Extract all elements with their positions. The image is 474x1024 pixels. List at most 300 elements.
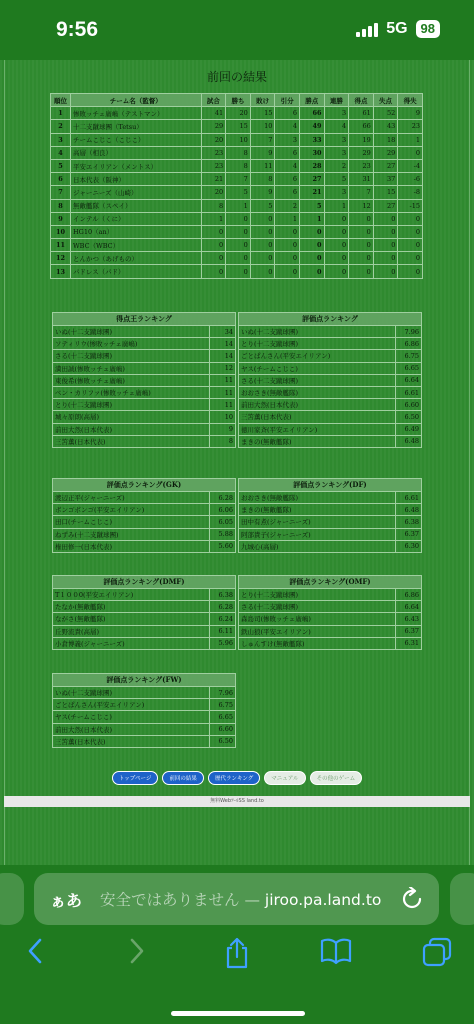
results-cell: 7 (51, 186, 71, 199)
ranking-title: 評価点ランキング(DMF) (53, 576, 236, 589)
ranking-player: 前田大然(日本代表) (53, 723, 210, 735)
ranking-value: 34 (210, 326, 236, 338)
results-cell: 0 (299, 239, 324, 252)
results-header-cell: 勝ち (226, 94, 251, 107)
ranking-value: 9 (210, 423, 236, 435)
ranking-row (239, 516, 422, 528)
ranking-title: 評価点ランキング (239, 313, 422, 326)
results-row (51, 252, 423, 265)
results-row (51, 120, 423, 133)
results-cell: -15 (398, 199, 423, 212)
results-cell: 0 (226, 252, 251, 265)
ranking-value: 6.60 (396, 399, 422, 411)
results-cell: 0 (275, 239, 300, 252)
results-cell: 0 (250, 239, 275, 252)
results-cell: 6 (51, 173, 71, 186)
ranking-value: 6.49 (396, 423, 422, 435)
results-cell: 高層（相良） (71, 146, 202, 159)
results-cell: 3 (275, 133, 300, 146)
share-icon[interactable] (224, 937, 250, 969)
ranking-player: とり(十二支蹴球團) (239, 589, 396, 601)
address-bar[interactable] (34, 873, 439, 925)
results-cell: 27 (373, 199, 398, 212)
results-cell: 31 (349, 173, 374, 186)
results-cell: 0 (373, 265, 398, 278)
ranking-value: 14 (210, 350, 236, 362)
results-cell: 4 (324, 120, 349, 133)
results-cell: 0 (324, 265, 349, 278)
ranking-player: 権田修一(日本代表) (53, 540, 210, 552)
ranking-value: 7.96 (210, 687, 236, 699)
next-tab-preview[interactable] (450, 873, 474, 925)
results-cell: パドレス（パド） (71, 265, 202, 278)
results-cell: 0 (349, 239, 374, 252)
results-header-cell: 得点 (349, 94, 374, 107)
results-cell: 3 (324, 133, 349, 146)
ranking-value: 6.61 (396, 492, 422, 504)
ranking-value: 6.06 (210, 504, 236, 516)
results-header-row (51, 94, 423, 107)
results-cell: 0 (201, 225, 226, 238)
results-cell: 8 (201, 199, 226, 212)
results-cell: 11 (250, 159, 275, 172)
tabs-icon[interactable] (422, 937, 452, 967)
ranking-value: 6.11 (210, 625, 236, 637)
results-cell: 0 (250, 252, 275, 265)
prev-tab-preview[interactable] (0, 873, 24, 925)
results-cell: 15 (226, 120, 251, 133)
results-cell: 9 (250, 186, 275, 199)
ranking-player: 小倉博義(ジャーニーズ) (53, 637, 210, 649)
results-cell: 5 (324, 173, 349, 186)
results-header-cell: 得失 (398, 94, 423, 107)
network-label: 5G (386, 20, 408, 37)
ranking-row (239, 601, 422, 613)
results-cell: 無敵艦隊（スペイ） (71, 199, 202, 212)
ranking-row (239, 540, 422, 552)
ranking-player: 阿部貴子(ジャーニーズ) (239, 528, 396, 540)
results-cell: 0 (299, 252, 324, 265)
results-cell: 0 (373, 252, 398, 265)
results-row (51, 186, 423, 199)
results-cell: 20 (201, 133, 226, 146)
ranking-player: 森島司(惨敗ッチェ廣嶋) (239, 613, 396, 625)
results-cell: 1 (51, 107, 71, 120)
results-row (51, 265, 423, 278)
results-cell: 15 (250, 107, 275, 120)
results-cell: WBC（WBC） (71, 239, 202, 252)
rating-gk-table (52, 478, 236, 553)
ranking-player: 徳川家斉(平安エイリアン) (239, 423, 396, 435)
results-cell: 5 (226, 186, 251, 199)
results-header-cell: 連勝 (324, 94, 349, 107)
ranking-value: 6.24 (210, 613, 236, 625)
status-indicators (356, 20, 440, 38)
results-cell: 0 (349, 212, 374, 225)
results-cell: 0 (373, 212, 398, 225)
results-cell: 11 (51, 239, 71, 252)
results-cell: 29 (349, 146, 374, 159)
ranking-value: 8 (210, 435, 236, 447)
results-cell: 5 (299, 199, 324, 212)
results-cell: 37 (373, 173, 398, 186)
ranking-value: 6.38 (210, 589, 236, 601)
ranking-row (239, 386, 422, 398)
insecure-label: 安全ではありません — (100, 891, 260, 909)
ranking-value: 6.75 (396, 350, 422, 362)
results-cell: 1 (324, 199, 349, 212)
results-header-cell: 敗け (250, 94, 275, 107)
ranking-player: 前田大然(日本代表) (239, 399, 396, 411)
results-cell: 0 (226, 212, 251, 225)
ranking-value: 6.05 (210, 516, 236, 528)
ranking-title: 評価点ランキング(GK) (53, 479, 236, 492)
ranking-row (239, 435, 422, 447)
ranking-player: いぬ(十二支蹴球團) (53, 687, 210, 699)
results-cell: 0 (250, 225, 275, 238)
results-cell: 8 (250, 173, 275, 186)
status-bar (0, 0, 474, 60)
ranking-row (53, 528, 236, 540)
ranking-row (53, 504, 236, 516)
status-time: 9:56 (56, 18, 99, 41)
ranking-value: 6.31 (396, 637, 422, 649)
results-cell: 0 (250, 212, 275, 225)
results-cell: 0 (201, 239, 226, 252)
results-cell: 平安エイリアン（メントス） (71, 159, 202, 172)
results-row (51, 159, 423, 172)
results-cell: 23 (201, 146, 226, 159)
ranking-row (53, 601, 236, 613)
results-row (51, 173, 423, 186)
results-cell: 28 (299, 159, 324, 172)
ranking-row (239, 411, 422, 423)
ranking-row (53, 589, 236, 601)
results-cell: 20 (201, 186, 226, 199)
results-cell: 0 (201, 265, 226, 278)
results-cell: 7 (349, 186, 374, 199)
ranking-row (53, 613, 236, 625)
ranking-value: 5.96 (210, 637, 236, 649)
results-cell: 41 (201, 107, 226, 120)
results-cell: 0 (201, 252, 226, 265)
results-cell: 0 (324, 239, 349, 252)
ranking-player: 九城心(高層) (239, 540, 396, 552)
rating-df-table (238, 478, 422, 553)
results-cell: 0 (349, 265, 374, 278)
ranking-row (239, 528, 422, 540)
results-cell: 49 (299, 120, 324, 133)
ranking-row (53, 399, 236, 411)
results-cell: 7 (226, 173, 251, 186)
results-cell: 6 (275, 107, 300, 120)
results-cell: 6 (275, 186, 300, 199)
ranking-row (239, 350, 422, 362)
browser-chrome (0, 865, 474, 1024)
ranking-player: ごとぱんさん(平安エイリアン) (239, 350, 396, 362)
results-cell: 12 (51, 252, 71, 265)
results-cell: -8 (398, 186, 423, 199)
results-cell: 3 (324, 186, 349, 199)
results-cell: 66 (349, 120, 374, 133)
results-cell: 30 (299, 146, 324, 159)
ranking-value: 6.86 (396, 338, 422, 350)
results-cell: 0 (324, 252, 349, 265)
ranking-value: 6.43 (396, 613, 422, 625)
ranking-value: 6.37 (396, 625, 422, 637)
ranking-title: 評価点ランキング(OMF) (239, 576, 422, 589)
results-cell: 0 (398, 212, 423, 225)
results-cell: 29 (201, 120, 226, 133)
ranking-player: いぬ(十二支蹴球團) (53, 326, 210, 338)
ranking-player: 城々原朗(高層) (53, 411, 210, 423)
ranking-row (53, 492, 236, 504)
nav-buttons (0, 771, 474, 785)
ranking-row (239, 613, 422, 625)
results-cell: 8 (226, 146, 251, 159)
ranking-row (239, 492, 422, 504)
ranking-value: 6.38 (396, 516, 422, 528)
ranking-player: ボンゴボンゴ(平安エイリアン) (53, 504, 210, 516)
results-cell: 1 (201, 212, 226, 225)
page-title: 前回の結果 (206, 70, 267, 84)
ranking-row (53, 540, 236, 552)
results-cell: 9 (250, 146, 275, 159)
ranking-row (239, 326, 422, 338)
results-cell: 1 (226, 199, 251, 212)
results-cell: 0 (226, 265, 251, 278)
ranking-row (53, 423, 236, 435)
ranking-title: 得点王ランキング (53, 313, 236, 326)
results-cell: 3 (324, 107, 349, 120)
results-cell: とんかつ（あげもの） (71, 252, 202, 265)
results-cell: 8 (226, 159, 251, 172)
ranking-player: とり(十二支蹴球團) (53, 399, 210, 411)
rating-ranking-table (238, 312, 422, 448)
ranking-value: 11 (210, 399, 236, 411)
results-header-cell: 順位 (51, 94, 71, 107)
results-cell: 0 (373, 239, 398, 252)
nav-history-ranking-button[interactable]: 歴代ランキング (208, 771, 260, 785)
ranking-player: さる(十二支蹴球團) (239, 601, 396, 613)
results-cell: 4 (275, 159, 300, 172)
ranking-value: 6.65 (396, 362, 422, 374)
ranking-player: 三笘薫(日本代表) (53, 435, 210, 447)
results-cell: 23 (349, 159, 374, 172)
ranking-row (53, 350, 236, 362)
ranking-value: 11 (210, 374, 236, 386)
results-cell: 21 (201, 173, 226, 186)
results-cell: 0 (275, 265, 300, 278)
ranking-player: まきの(無敵艦隊) (239, 504, 396, 516)
ranking-row (239, 637, 422, 649)
results-cell: 29 (373, 146, 398, 159)
web-page (0, 60, 474, 865)
rating-fw-table (52, 673, 236, 748)
results-row (51, 133, 423, 146)
results-cell: 0 (275, 225, 300, 238)
ranking-player: まきの(無敵艦隊) (239, 435, 396, 447)
results-row (51, 199, 423, 212)
ranking-value: 7.96 (396, 326, 422, 338)
ranking-player: ごとぱんさん(平安エイリアン) (53, 699, 210, 711)
results-cell: 0 (398, 252, 423, 265)
ranking-row (53, 326, 236, 338)
ranking-player: とり(十二支蹴球團) (239, 338, 396, 350)
ranking-value: 5.60 (210, 540, 236, 552)
ranking-row (239, 423, 422, 435)
results-cell: 0 (349, 252, 374, 265)
ranking-value: 14 (210, 338, 236, 350)
ranking-row (53, 411, 236, 423)
ranking-player: 前田大然(日本代表) (53, 423, 210, 435)
results-cell: 惨敗ッチェ廣嶋（テストマン） (71, 107, 202, 120)
results-cell: 13 (51, 265, 71, 278)
nav-prev-results-button[interactable]: 前回の結果 (162, 771, 204, 785)
results-cell: 27 (373, 159, 398, 172)
results-cell: 0 (250, 265, 275, 278)
results-cell: 0 (398, 239, 423, 252)
results-row (51, 225, 423, 238)
results-cell: 0 (324, 225, 349, 238)
results-cell: 2 (275, 199, 300, 212)
forward-icon[interactable] (128, 937, 146, 965)
results-body (51, 107, 423, 278)
ranking-row (53, 338, 236, 350)
results-cell: 0 (398, 225, 423, 238)
ranking-value: 6.86 (396, 589, 422, 601)
ranking-value: 6.30 (396, 540, 422, 552)
ranking-player: ヤス(チームこじこ) (53, 711, 210, 723)
ranking-row (239, 625, 422, 637)
results-cell: 6 (275, 146, 300, 159)
nav-top-button[interactable]: トップページ (112, 771, 159, 785)
results-cell: 0 (398, 146, 423, 159)
results-cell: 4 (51, 146, 71, 159)
results-cell: 18 (373, 133, 398, 146)
battery-icon: 98 (416, 20, 440, 38)
results-cell: 10 (250, 120, 275, 133)
ranking-player: 鉄山狼(平安エイリアン) (239, 625, 396, 637)
ranking-row (239, 399, 422, 411)
ranking-player: 三笘薫(日本代表) (239, 411, 396, 423)
url-text[interactable] (100, 888, 381, 910)
ranking-row (239, 589, 422, 601)
ranking-row (53, 374, 236, 386)
ranking-player: ベン・カリファ(惨敗ッチェ廣嶋) (53, 386, 210, 398)
results-cell: チームこじこ（こじこ） (71, 133, 202, 146)
ranking-value: 6.61 (396, 386, 422, 398)
results-cell: 23 (201, 159, 226, 172)
ranking-row (53, 723, 236, 735)
results-cell: 0 (324, 212, 349, 225)
results-cell: 3 (324, 146, 349, 159)
back-icon[interactable] (26, 937, 44, 965)
ranking-row (53, 735, 236, 747)
ranking-row (239, 362, 422, 374)
results-cell: 6 (275, 173, 300, 186)
results-cell: 33 (299, 133, 324, 146)
results-cell: 8 (51, 199, 71, 212)
ranking-player: 東俊希(惨敗ッチェ廣嶋) (53, 374, 210, 386)
results-cell: 66 (299, 107, 324, 120)
ranking-player: 満田誠(惨敗ッチェ廣嶋) (53, 362, 210, 374)
nav-other-games-button[interactable]: その他のゲーム (310, 771, 363, 785)
ranking-value: 6.48 (396, 435, 422, 447)
results-cell: 0 (226, 225, 251, 238)
results-cell: 5 (51, 159, 71, 172)
results-header-cell: 勝点 (299, 94, 324, 107)
ranking-player: いぬ(十二支蹴球團) (239, 326, 396, 338)
results-table (50, 93, 423, 279)
ranking-value: 6.37 (396, 528, 422, 540)
ranking-player: おおさき(無敵艦隊) (239, 492, 396, 504)
results-header-cell: 失点 (373, 94, 398, 107)
ranking-value: 6.28 (210, 601, 236, 613)
results-cell: ジャーニーズ（山崎） (71, 186, 202, 199)
ranking-value: 6.60 (210, 723, 236, 735)
signal-icon (356, 21, 378, 37)
results-cell: 1 (398, 133, 423, 146)
bookmarks-icon[interactable] (320, 937, 352, 965)
nav-manual-button[interactable]: マニュアル (264, 771, 305, 785)
results-cell: 21 (299, 186, 324, 199)
results-cell: 5 (250, 199, 275, 212)
results-row (51, 146, 423, 159)
ranking-player: ねずみ(十二支蹴球團) (53, 528, 210, 540)
browser-toolbar (0, 937, 474, 977)
ranking-value: 6.65 (210, 711, 236, 723)
results-cell: 0 (373, 225, 398, 238)
results-cell: 12 (349, 199, 374, 212)
results-cell: 0 (398, 265, 423, 278)
ranking-player: ヤス(チームこじこ) (239, 362, 396, 374)
ranking-player: おおさき(無敵艦隊) (239, 386, 396, 398)
results-cell: HG10（an） (71, 225, 202, 238)
results-row (51, 212, 423, 225)
results-cell: 23 (398, 120, 423, 133)
results-cell: 2 (51, 120, 71, 133)
reload-icon[interactable] (401, 887, 423, 911)
results-cell: 7 (250, 133, 275, 146)
results-row (51, 239, 423, 252)
ranking-value: 11 (210, 386, 236, 398)
ranking-row (53, 625, 236, 637)
home-indicator[interactable] (171, 1011, 305, 1016)
ranking-value: 6.75 (210, 699, 236, 711)
ranking-title: 評価点ランキング(DF) (239, 479, 422, 492)
ranking-player: さる(十二支蹴球團) (53, 350, 210, 362)
results-cell: 52 (373, 107, 398, 120)
results-cell: 15 (373, 186, 398, 199)
results-cell: 19 (349, 133, 374, 146)
ranking-value: 5.88 (210, 528, 236, 540)
ranking-player: 丘野流貴(高層) (53, 625, 210, 637)
results-cell: 0 (299, 225, 324, 238)
results-cell: -6 (398, 173, 423, 186)
results-cell: 10 (226, 133, 251, 146)
ranking-player: ながさ(無敵艦隊) (53, 613, 210, 625)
page-settings-button[interactable]: ぁあ (50, 890, 83, 910)
ranking-value: 10 (210, 411, 236, 423)
ranking-row (53, 386, 236, 398)
results-cell: 0 (299, 265, 324, 278)
ranking-value: 6.64 (396, 601, 422, 613)
results-cell: -4 (398, 159, 423, 172)
page-footer[interactable]: 無料WebﾂｰﾙSS land.to (4, 796, 470, 807)
ranking-value: 12 (210, 362, 236, 374)
results-cell: 61 (349, 107, 374, 120)
